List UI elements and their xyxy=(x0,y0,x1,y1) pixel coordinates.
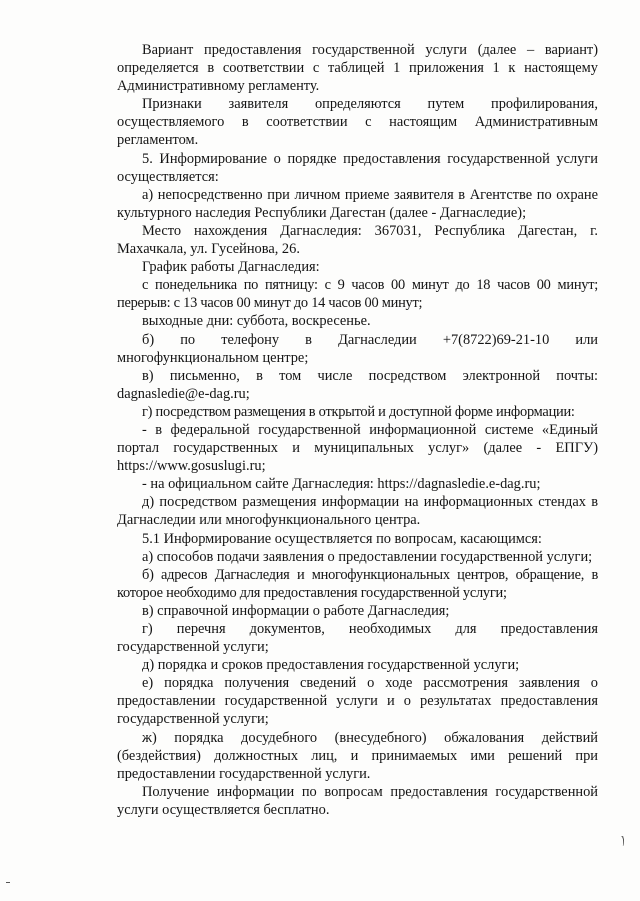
margin-tick-mark: ﾉ xyxy=(617,833,630,849)
paragraph-5b-phone: б) по телефону в Дагнаследии +7(8722)69-21-10 или многофункциональном центре; xyxy=(117,331,598,366)
paragraph-5-1g: г) перечня документов, необходимых для предоставления государственной услуги; xyxy=(117,621,598,656)
paragraph-section-5-1: 5.1 Информирование осуществляется по вопросам, касающимся: xyxy=(142,530,542,547)
document-body xyxy=(117,41,598,819)
paragraph-5-1zh: ж) порядка досудебного (внесудебного) обжалования действий (бездействия) должностных лиц, и принимаемых ими решений при предоставлении государственной услуги. xyxy=(117,729,598,782)
paragraph-5g: г) посредством размещения в открытой и доступной форме информации: xyxy=(142,403,575,420)
paragraph-schedule-weekdays: с понедельника по пятницу: с 9 часов 00 минут до 18 часов 00 минут; перерыв: с 13 часов 00 минут до 14 часов 00 минут; xyxy=(117,277,598,312)
paragraph-location: Место нахождения Дагнаследия: 367031, Республика Дагестан, г. Махачкала, ул. Гусейнова, 26. xyxy=(117,222,598,258)
paragraph-5-1d: д) порядка и сроков предоставления государственной услуги; xyxy=(142,657,520,674)
paragraph-days-off: выходные дни: суббота, воскресенье. xyxy=(142,313,371,330)
paragraph-schedule-heading: График работы Дагнаследия: xyxy=(142,259,320,276)
paragraph-5a: а) непосредственно при личном приеме заявителя в Агентстве по охране культурного наследия Республики Дагестан (далее - Дагнаследие); xyxy=(117,186,598,221)
paragraph-5-1a: а) способов подачи заявления о предоставлении государственной услуги; xyxy=(142,548,593,565)
paragraph-5-1e: е) порядка получения сведений о ходе рассмотрения заявления о предоставлении государственной услуги и о результатах предоставления государственной услуги; xyxy=(117,675,598,728)
paragraph-epgu: - в федеральной государственной информационной системе «Единый портал государственных и муниципальных услуг» (далее - ЕПГУ) https://www.gosuslugi.ru; xyxy=(117,421,598,475)
paragraph-section-5: 5. Информирование о порядке предоставления государственной услуги осуществляется: xyxy=(117,150,598,185)
paragraph-5v-email: в) письменно, в том числе посредством электронной почты: dagnasledie@e-dag.ru; xyxy=(117,367,598,402)
paragraph-5-1b: б) адресов Дагнаследия и многофункциональных центров, обращение, в которое необходимо для предоставления государственной услуги; xyxy=(117,566,598,601)
paragraph-variant: Вариант предоставления государственной услуги (далее – вариант) определяется в соответствии с таблицей 1 приложения 1 к настоящему Административному регламенту. xyxy=(117,42,598,95)
margin-dash-mark xyxy=(6,882,10,883)
paragraph-applicant-criteria: Признаки заявителя определяются путем профилирования, осуществляемого в соответствии с настоящим Административным регламентом. xyxy=(117,96,598,149)
paragraph-official-site: - на официальном сайте Дагнаследия: https://dagnasledie.e-dag.ru; xyxy=(142,476,541,493)
paragraph-5-1v: в) справочной информации о работе Дагнаследия; xyxy=(142,602,450,619)
paragraph-5d-stands: д) посредством размещения информации на информационных стендах в Дагнаследии или многофункционального центра. xyxy=(117,494,598,529)
paragraph-free-info: Получение информации по вопросам предоставления государственной услуги осуществляется бесплатно. xyxy=(117,783,598,818)
